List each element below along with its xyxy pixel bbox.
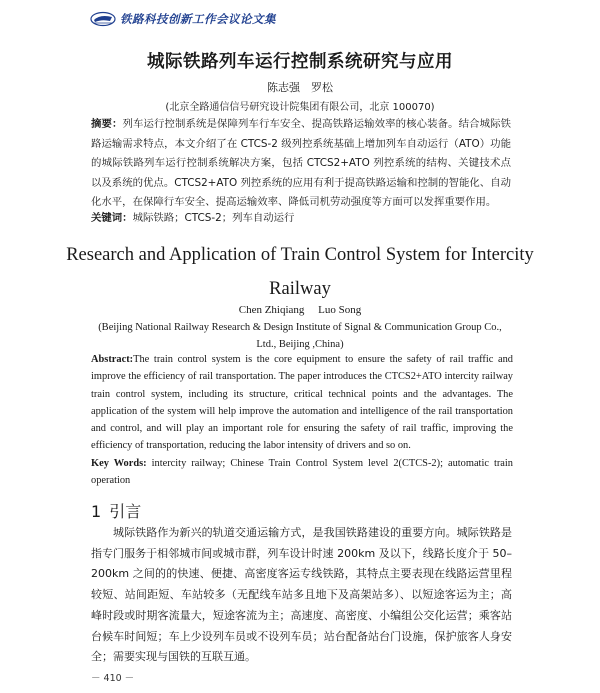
english-title: Research and Application of Train Control System for Intercity Railway [66,245,534,299]
section-heading [91,499,141,522]
english-abstract-text: The train control system is the core equipment to ensure the safety of rail traffic and improve the efficiency of rail transportation. The paper introduces the CTCS2+ATO intercity railway train control system, including its structure, critical technical points and the advantages. The application of the system will help improve the automation and intelligence of the rail transportation and control, and will play an important role for ensuring the safety of rail traffic, improving the efficiency of transportation, reducing the labor intensity of drivers and so on. [91,354,513,452]
chinese-keywords-text: 城际铁路；CTCS-2；列车自动运行 [132,212,295,224]
running-header [90,8,276,30]
series-title: 铁路科技创新工作会议论文集 [120,12,276,26]
english-authors: Chen Zhiqiang Luo Song [238,304,362,316]
chinese-keywords-label: 关键词： [91,212,133,224]
section-body: 城际铁路作为新兴的轨道交通运输方式，是我国铁路建设的重要方向。城际铁路是指专门服务于相邻城市间或城市群，列车设计时速 200km 及以下，线路长度介于 50–200km 之间的的快速、便捷、高密度客运专线铁路，其特点主要表现在线路运营里程较短、站间距短、车站较多（无配线车站多且地下及高架站多）、以短途客运为主；高峰时段或时期客流量大，短途客流为主；高速度、高密度、小编组公交化运营；乘客站台候车时间短；车上少设列车员或不设列车员；站台配备站台门设施，保护旅客人身安全；需要实现与国铁的互联互通。 [91,526,512,664]
english-abstract-label: Abstract: [91,354,134,365]
section-title: 引言 [109,502,142,521]
chinese-abstract [91,115,511,213]
chinese-abstract-label: 摘要： [91,118,123,130]
chinese-abstract-text: 列车运行控制系统是保障列车行车安全、提高铁路运输效率的核心装备。结合城际铁路运输需求特点，本文介绍了在 CTCS-2 级列控系统基础上增加列车自动运行（ATO）功能的城际铁路列车运行控制系统解决方案，包括 CTCS2+ATO 列控系统的结构、关键技术点以及系统的优点。CTCS2+ATO 列控系统的应用有利于提高铁路运输和控制的智能化、自动化水平，在保障行车安全、提高运输效率、降低司机劳动强度等方面可以发挥重要作用。 [91,118,512,208]
english-keywords [91,455,513,490]
section-number: 1 [91,502,102,521]
english-affiliation: (Beijing National Railway Research & Design Institute of Signal & Communication Group Co., Ltd., Beijing ,China) [98,322,502,350]
english-keywords-text: intercity railway; Chinese Train Control System level 2(CTCS-2); automatic train operation [91,458,513,487]
train-logo-icon [90,11,116,27]
chinese-authors: 陈志强 罗松 [267,81,333,94]
chinese-title: 城际铁路列车运行控制系统研究与应用 [147,52,453,72]
english-abstract [91,351,513,455]
chinese-affiliation: (北京全路通信信号研究设计院集团有限公司，北京 100070) [165,102,435,113]
chinese-keywords [91,209,511,227]
page-number: － 410 － [91,673,135,684]
english-keywords-label: Key Words: [91,458,147,469]
